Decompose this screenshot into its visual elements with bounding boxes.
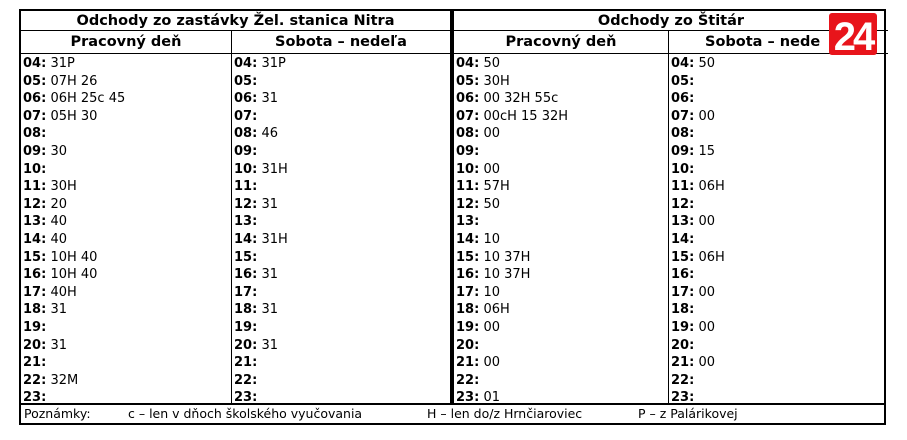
departures-stitare-panel <box>450 11 888 406</box>
minutes: 31 <box>261 302 278 318</box>
hour-row <box>23 231 231 249</box>
hour-label: 12: <box>23 196 47 212</box>
hour-label: 15: <box>671 249 695 265</box>
hour-label: 12: <box>234 196 258 212</box>
hour-row <box>456 143 668 161</box>
minutes: 31P <box>50 56 75 71</box>
minutes: 00 <box>698 319 715 335</box>
hour-row <box>671 354 888 372</box>
hour-row <box>234 249 450 267</box>
minutes: 00 <box>483 161 500 177</box>
hour-row <box>671 178 888 196</box>
minutes: 46 <box>261 126 278 142</box>
hour-label: 20: <box>234 337 258 353</box>
hour-row <box>456 90 668 108</box>
hour-label: 22: <box>456 372 480 388</box>
hour-row <box>456 372 668 390</box>
hour-row <box>456 337 668 355</box>
hour-label: 06: <box>23 91 47 107</box>
hour-label: 20: <box>456 337 480 353</box>
notes-footer <box>21 403 884 423</box>
minutes: 00 32H 55c <box>483 91 559 107</box>
hour-row <box>23 372 231 390</box>
hour-label: 14: <box>671 231 695 247</box>
hour-label: 19: <box>671 319 695 335</box>
hour-row <box>671 108 888 126</box>
hour-label: 21: <box>234 355 258 371</box>
hour-label: 19: <box>23 319 47 335</box>
hour-row <box>23 143 231 161</box>
hour-label: 05: <box>234 73 258 89</box>
hour-label: 10: <box>456 161 480 177</box>
hour-label: 22: <box>23 372 47 388</box>
hour-label: 04: <box>456 56 480 71</box>
hour-row <box>671 284 888 302</box>
hour-row <box>23 178 231 196</box>
notes-label: Poznámky: <box>24 406 91 421</box>
hour-label: 10: <box>234 161 258 177</box>
minutes: 30 <box>50 143 67 159</box>
hour-row <box>671 231 888 249</box>
hour-row <box>456 178 668 196</box>
hour-row <box>456 319 668 337</box>
minutes: 00 <box>483 319 500 335</box>
hour-row <box>23 337 231 355</box>
hour-row <box>234 284 450 302</box>
hour-row <box>234 337 450 355</box>
minutes: 50 <box>483 56 500 71</box>
hour-row <box>23 125 231 143</box>
hour-label: 22: <box>671 372 695 388</box>
hour-label: 13: <box>456 214 480 230</box>
timetable <box>19 9 886 425</box>
hour-row <box>456 125 668 143</box>
column-header: Pracovný deň <box>454 31 668 54</box>
hour-label: 18: <box>23 302 47 318</box>
hour-label: 06: <box>671 91 695 107</box>
hour-row <box>234 231 450 249</box>
hour-row <box>671 161 888 179</box>
hour-row <box>671 125 888 143</box>
hour-row <box>234 354 450 372</box>
weekend-column <box>669 31 888 403</box>
weekday-column <box>454 31 669 406</box>
hour-row <box>456 301 668 319</box>
column-header: Sobota – nedeľa <box>232 31 450 54</box>
hour-label: 17: <box>671 284 695 300</box>
hour-row <box>456 73 668 91</box>
hour-label: 17: <box>23 284 47 300</box>
hour-row <box>671 389 888 403</box>
hour-label: 04: <box>23 56 47 71</box>
minutes: 00 <box>698 284 715 300</box>
hour-label: 13: <box>23 214 47 230</box>
hour-label: 23: <box>23 390 47 406</box>
minutes: 50 <box>698 56 715 71</box>
hour-label: 22: <box>234 372 258 388</box>
minutes: 00 <box>698 214 715 230</box>
hour-label: 20: <box>23 337 47 353</box>
hour-label: 12: <box>671 196 695 212</box>
hour-label: 21: <box>456 355 480 371</box>
hour-label: 05: <box>671 73 695 89</box>
hour-row <box>671 143 888 161</box>
minutes: 40H <box>50 284 77 300</box>
minutes: 00 <box>483 355 500 371</box>
hour-label: 20: <box>671 337 695 353</box>
hour-row <box>23 284 231 302</box>
hour-row <box>23 301 231 319</box>
weekday-column <box>21 31 232 406</box>
minutes: 30H <box>50 179 77 195</box>
hour-row <box>671 337 888 355</box>
hour-row <box>671 55 888 73</box>
hour-label: 16: <box>671 267 695 283</box>
logo-24 <box>829 13 877 55</box>
hour-label: 19: <box>234 319 258 335</box>
hour-row <box>234 266 450 284</box>
hour-label: 05: <box>456 73 480 89</box>
hour-row <box>671 73 888 91</box>
minutes: 40 <box>50 214 67 230</box>
hour-row <box>456 249 668 267</box>
hour-label: 23: <box>671 390 695 403</box>
hour-label: 10: <box>671 161 695 177</box>
departures-nitra-station-panel <box>21 11 450 406</box>
minutes: 10H 40 <box>50 267 98 283</box>
hour-label: 21: <box>671 355 695 371</box>
hour-row <box>456 354 668 372</box>
minutes: 31 <box>50 337 67 353</box>
hour-row <box>234 196 450 214</box>
hour-label: 07: <box>671 108 695 124</box>
hour-row <box>234 143 450 161</box>
hour-label: 06: <box>456 91 480 107</box>
hour-row <box>23 354 231 372</box>
hour-label: 16: <box>456 267 480 283</box>
minutes: 57H <box>483 179 510 195</box>
panel-title: Odchody zo Štitár <box>454 11 888 31</box>
column-header: Pracovný deň <box>21 31 231 54</box>
minutes: 10H 40 <box>50 249 98 265</box>
hour-row <box>234 301 450 319</box>
minutes: 20 <box>50 196 67 212</box>
minutes: 06H <box>698 249 725 265</box>
hour-label: 16: <box>234 267 258 283</box>
minutes: 10 37H <box>483 267 531 283</box>
hour-label: 21: <box>23 355 47 371</box>
hour-label: 11: <box>456 179 480 195</box>
hour-label: 07: <box>23 108 47 124</box>
minutes: 31 <box>261 196 278 212</box>
hour-row <box>234 161 450 179</box>
hour-label: 11: <box>23 179 47 195</box>
hour-row <box>23 161 231 179</box>
minutes: 10 <box>483 284 500 300</box>
hour-row <box>671 301 888 319</box>
hour-label: 13: <box>671 214 695 230</box>
hour-row <box>671 319 888 337</box>
hour-row <box>23 55 231 73</box>
minutes: 05H 30 <box>50 108 98 124</box>
minutes: 00 <box>698 355 715 371</box>
panel-title: Odchody zo zastávky Žel. stanica Nitra <box>21 11 450 31</box>
hour-row <box>23 73 231 91</box>
hour-label: 08: <box>23 126 47 142</box>
hour-row <box>234 55 450 73</box>
hour-row <box>671 249 888 267</box>
hour-label: 05: <box>23 73 47 89</box>
hour-row <box>671 372 888 390</box>
minutes: 00 <box>698 108 715 124</box>
hour-row <box>234 108 450 126</box>
hour-row <box>456 108 668 126</box>
hour-label: 07: <box>456 108 480 124</box>
minutes: 40 <box>50 231 67 247</box>
hour-label: 14: <box>23 231 47 247</box>
minutes: 32M <box>50 372 79 388</box>
minutes: 31 <box>261 337 278 353</box>
minutes: 31 <box>261 267 278 283</box>
hour-label: 09: <box>671 143 695 159</box>
hour-row <box>234 73 450 91</box>
hour-row <box>234 319 450 337</box>
hour-label: 15: <box>23 249 47 265</box>
hour-label: 13: <box>234 214 258 230</box>
minutes: 31 <box>50 302 67 318</box>
hour-label: 07: <box>234 108 258 124</box>
hour-label: 06: <box>234 91 258 107</box>
weekend-column <box>232 31 450 406</box>
hour-label: 19: <box>456 319 480 335</box>
hour-label: 23: <box>456 390 480 406</box>
minutes: 31H <box>261 161 288 177</box>
minutes: 31 <box>261 91 278 107</box>
hour-row <box>234 213 450 231</box>
hour-label: 11: <box>234 179 258 195</box>
hour-row <box>456 196 668 214</box>
logo-text: 24 <box>833 15 873 55</box>
hour-row <box>23 249 231 267</box>
hour-row <box>23 90 231 108</box>
hour-row <box>671 90 888 108</box>
minutes: 31P <box>261 56 286 71</box>
minutes: 30H <box>483 73 510 89</box>
minutes: 10 <box>483 231 500 247</box>
hour-row <box>456 231 668 249</box>
hour-label: 16: <box>23 267 47 283</box>
hour-row <box>234 125 450 143</box>
hour-label: 14: <box>234 231 258 247</box>
hour-row <box>456 213 668 231</box>
hour-label: 23: <box>234 390 258 406</box>
hour-row <box>456 161 668 179</box>
hour-label: 11: <box>671 179 695 195</box>
hour-row <box>671 196 888 214</box>
hour-label: 08: <box>234 126 258 142</box>
hour-label: 08: <box>671 126 695 142</box>
minutes: 15 <box>698 143 715 159</box>
hour-label: 12: <box>456 196 480 212</box>
minutes: 07H 26 <box>50 73 98 89</box>
hour-label: 08: <box>456 126 480 142</box>
hour-label: 04: <box>234 56 258 71</box>
note-h: H – len do/z Hrnčiaroviec <box>427 406 583 421</box>
note-c: c – len v dňoch školského vyučovania <box>128 406 363 421</box>
hour-label: 15: <box>456 249 480 265</box>
hour-label: 18: <box>671 302 695 318</box>
hour-row <box>456 284 668 302</box>
hour-label: 17: <box>234 284 258 300</box>
hour-label: 10: <box>23 161 47 177</box>
hour-row <box>456 266 668 284</box>
minutes: 00cH 15 32H <box>483 108 569 124</box>
minutes: 06H <box>698 179 725 195</box>
hour-label: 18: <box>234 302 258 318</box>
hour-label: 17: <box>456 284 480 300</box>
minutes: 06H 25c 45 <box>50 91 126 107</box>
hour-row <box>23 213 231 231</box>
minutes: 10 37H <box>483 249 531 265</box>
hour-row <box>23 319 231 337</box>
hour-label: 15: <box>234 249 258 265</box>
hour-row <box>234 372 450 390</box>
minutes: 00 <box>483 126 500 142</box>
hour-row <box>671 213 888 231</box>
hour-label: 09: <box>23 143 47 159</box>
hour-label: 04: <box>671 56 695 71</box>
minutes: 31H <box>261 231 288 247</box>
hour-row <box>234 90 450 108</box>
hour-label: 14: <box>456 231 480 247</box>
hour-row <box>23 196 231 214</box>
hour-row <box>456 55 668 73</box>
minutes: 50 <box>483 196 500 212</box>
hour-row <box>234 178 450 196</box>
hour-row <box>671 266 888 284</box>
hour-label: 09: <box>456 143 480 159</box>
hour-row <box>23 108 231 126</box>
note-p: P – z Palárikovej <box>638 406 738 421</box>
minutes: 01 <box>483 390 500 406</box>
hour-row <box>23 266 231 284</box>
minutes: 06H <box>483 302 510 318</box>
column-header: Sobota – nede <box>669 31 888 54</box>
hour-label: 18: <box>456 302 480 318</box>
hour-label: 09: <box>234 143 258 159</box>
